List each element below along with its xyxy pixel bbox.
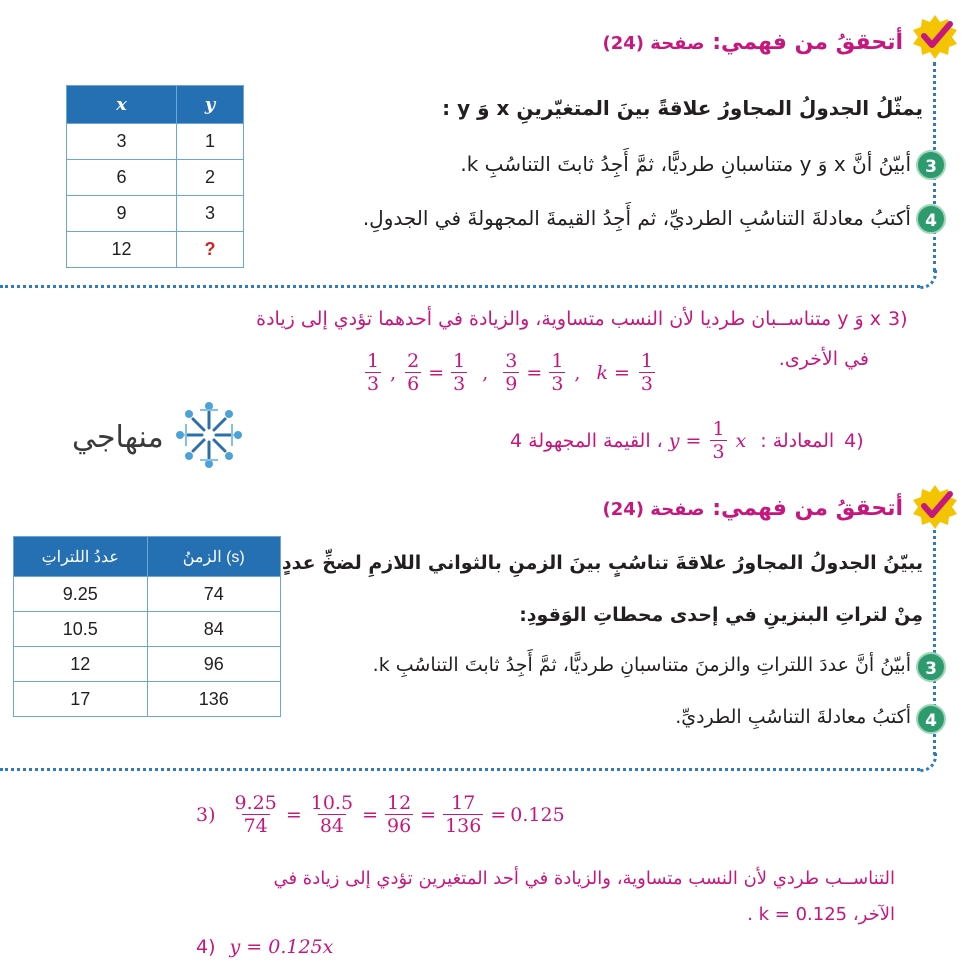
question-intro: يبيّنُ الجدولُ المجاورُ علاقةَ تناسُبٍ بينَ الزمنِ بالثواني اللازمِ لضخِّ عددٍ [281,552,923,574]
table-cell: 2 [177,160,244,196]
table-row [67,196,244,232]
table-cell: 136 [147,682,281,717]
table-row [67,232,244,268]
answer-label: 3) [888,308,908,330]
table-cell: 9 [67,196,177,232]
answer-4-line: 4) y = 0.125x [196,936,334,958]
logo-text: منهاجي [72,419,164,455]
people-circle-icon [172,398,246,476]
question-number-badge: 4 [916,704,946,734]
ratio-equations: 3) $\frac{9.25}{74}$ = $\frac{10.5}{84}$ = $\frac{12}{96}$ = $\frac{17}{136}$ = 0.125 [196,792,565,837]
table-row [14,612,281,647]
question-number-badge: 3 [916,150,946,180]
answer-text: الآخر، k = 0.125 . [747,904,895,925]
answer-text: في الأخرى. [778,348,869,370]
table-header: y [177,86,244,124]
dotted-divider [0,768,920,771]
table-cell: 3 [67,124,177,160]
table-row [14,682,281,717]
table-cell: 96 [147,647,281,682]
table-row [67,124,244,160]
dotted-corner [918,753,937,772]
table-header: x [67,86,177,124]
answer-text: التناســب طردي لأن النسب متساوية، والزيادة في أحد المتغيرين تؤدي إلى زيادة في [273,868,895,889]
fraction: $\frac{1}{3}$ [640,350,653,395]
answer-4-line: ، القيمة المجهولة 4 y = $\frac{1}{3}$ x المعادلة : 4) [510,418,864,463]
check-badge-icon [912,14,958,60]
table-cell: 12 [14,647,148,682]
table-cell: 84 [147,612,281,647]
unknown-cell: ? [177,232,244,268]
fraction: $\frac{1}{3}$ [453,350,466,395]
question-text: أبيّنُ أنَّ عددَ اللتراتِ والزمنَ متناسبانِ طرديًّا، ثمَّ أَجِدُ ثابتَ التناسُبِ k. [372,654,911,676]
manhaji-logo [72,398,246,476]
fraction: $\frac{1}{3}$ [712,418,725,463]
question-number-badge: 4 [916,204,946,234]
table-header: الزمنُ (s) [147,537,281,577]
answer-text: x وَ y متناســبان طرديا لأن النسب متساوية، والزيادة في أحدهما تؤدي إلى زيادة [256,308,881,330]
table-row [14,647,281,682]
table-cell: 74 [147,577,281,612]
table-row [67,160,244,196]
fraction: $\frac{12}{96}$ [386,792,412,837]
fraction: $\frac{17}{136}$ [445,792,482,837]
fuel-table [13,536,281,717]
question-text: أكتبُ معادلةَ التناسُبِ الطرديِّ. [675,706,911,728]
question-intro: مِنْ لتراتِ البنزينِ في إحدى محطاتِ الوَقودِ: [519,604,923,626]
section-heading: أتحققُ من فهمي: صفحة (24) [602,30,903,55]
fraction: $\frac{9.25}{74}$ [234,792,277,837]
table-header: عددُ اللتراتِ [14,537,148,577]
fraction: $\frac{10.5}{84}$ [310,792,354,837]
check-badge-icon [912,484,958,530]
fraction: $\frac{1}{3}$ [551,350,564,395]
table-cell: 3 [177,196,244,232]
ratio-equations: $\frac{1}{3}$ , $\frac{2}{6}$ = $\frac{1}{3}$ , $\frac{3}{9}$ = $\frac{1}{3}$ , k = $\frac{1}{3}$ [367,350,653,395]
question-number-badge: 3 [916,652,946,682]
dotted-corner [918,270,937,289]
table-cell: 9.25 [14,577,148,612]
question-text: أبيّنُ أنَّ x وَ y متناسبانِ طرديًّا، ثمَّ أَجِدُ ثابتَ التناسُبِ k. [460,152,911,176]
table-row [14,577,281,612]
fraction: $\frac{2}{6}$ [407,350,420,395]
fraction: $\frac{1}{3}$ [367,350,380,395]
question-text: أكتبُ معادلةَ التناسُبِ الطرديِّ، ثم أَجِدُ القيمةَ المجهولةَ في الجدولِ. [362,206,911,230]
fraction: $\frac{3}{9}$ [505,350,518,395]
table-cell: 6 [67,160,177,196]
table-cell: 10.5 [14,612,148,647]
dotted-divider [0,285,920,288]
table-cell: 12 [67,232,177,268]
question-intro: يمثّلُ الجدولُ المجاورُ علاقةً بينَ المتغيّرينِ x وَ y : [442,96,923,120]
table-cell: 17 [14,682,148,717]
xy-table [66,85,244,268]
section-heading: أتحققُ من فهمي: صفحة (24) [602,496,903,521]
table-cell: 1 [177,124,244,160]
